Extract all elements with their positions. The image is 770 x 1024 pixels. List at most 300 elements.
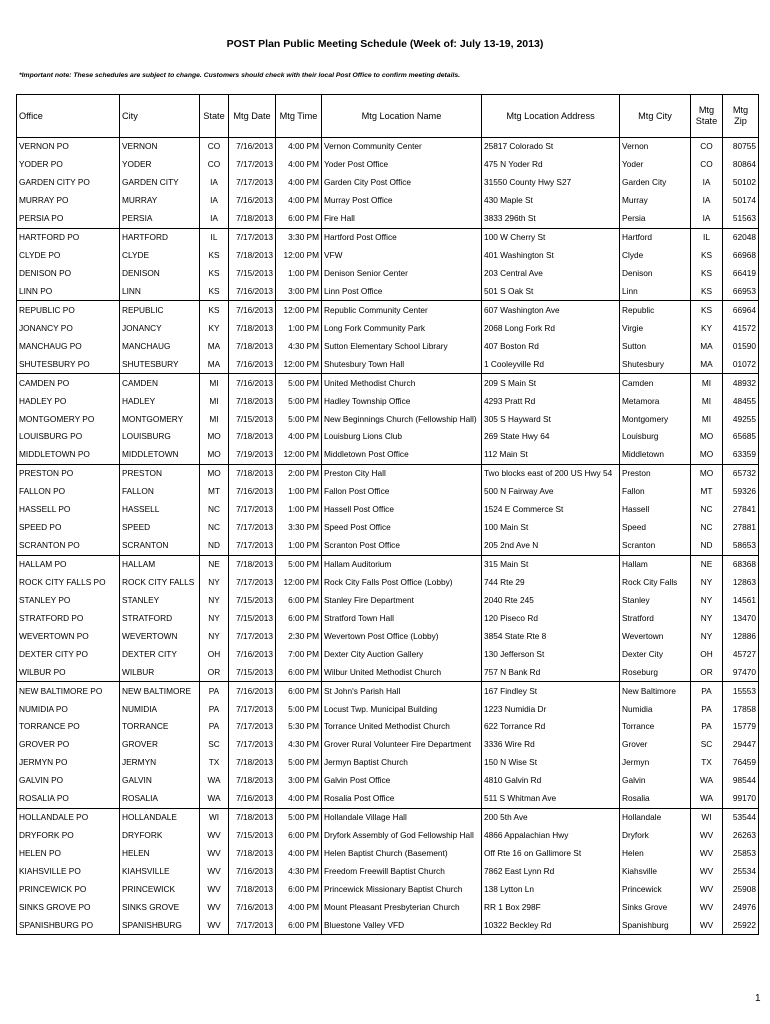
table-row xyxy=(17,446,759,464)
cell-office: SHUTESBURY PO xyxy=(17,355,120,373)
cell-mtg-state: MI xyxy=(691,392,723,410)
cell-date: 7/18/2013 xyxy=(229,808,276,826)
cell-location-name: Grover Rural Volunteer Fire Department xyxy=(322,736,482,754)
header-mtg-zip xyxy=(723,95,759,138)
cell-location-address: 4810 Galvin Rd xyxy=(482,772,620,790)
table-row xyxy=(17,228,759,246)
cell-mtg-state: WV xyxy=(691,898,723,916)
cell-mtg-city: Sinks Grove xyxy=(620,898,691,916)
cell-location-name: Shutesbury Town Hall xyxy=(322,355,482,373)
cell-time: 1:00 PM xyxy=(276,537,322,555)
cell-location-name: Garden City Post Office xyxy=(322,174,482,192)
cell-state: CO xyxy=(200,138,229,156)
cell-mtg-state: CO xyxy=(691,156,723,174)
cell-mtg-state: NY xyxy=(691,591,723,609)
table-row xyxy=(17,464,759,482)
table-row xyxy=(17,808,759,826)
table-row xyxy=(17,627,759,645)
cell-city: WILBUR xyxy=(120,663,200,681)
cell-city: GROVER xyxy=(120,736,200,754)
cell-location-name: Hallam Auditorium xyxy=(322,555,482,573)
cell-office: MURRAY PO xyxy=(17,192,120,210)
cell-city: FALLON xyxy=(120,483,200,501)
cell-location-name: Preston City Hall xyxy=(322,464,482,482)
cell-mtg-zip: 80755 xyxy=(723,138,759,156)
cell-mtg-city: Camden xyxy=(620,374,691,392)
cell-location-name: Yoder Post Office xyxy=(322,156,482,174)
cell-mtg-city: Vernon xyxy=(620,138,691,156)
cell-state: KY xyxy=(200,319,229,337)
cell-time: 4:00 PM xyxy=(276,845,322,863)
cell-state: IA xyxy=(200,174,229,192)
schedule-body xyxy=(17,138,759,935)
cell-location-address: 500 N Fairway Ave xyxy=(482,483,620,501)
cell-location-address: 167 Findley St xyxy=(482,682,620,700)
cell-mtg-city: Middletown xyxy=(620,446,691,464)
cell-mtg-state: KY xyxy=(691,319,723,337)
cell-time: 1:00 PM xyxy=(276,483,322,501)
cell-mtg-state: NY xyxy=(691,627,723,645)
cell-date: 7/17/2013 xyxy=(229,627,276,645)
cell-mtg-state: PA xyxy=(691,718,723,736)
cell-mtg-city: Denison xyxy=(620,265,691,283)
header-time: Mtg Time xyxy=(276,95,322,138)
table-row xyxy=(17,682,759,700)
table-row xyxy=(17,483,759,501)
cell-city: HADLEY xyxy=(120,392,200,410)
cell-location-address: 10322 Beckley Rd xyxy=(482,916,620,934)
table-row xyxy=(17,880,759,898)
cell-date: 7/17/2013 xyxy=(229,916,276,934)
cell-office: ROSALIA PO xyxy=(17,790,120,808)
cell-location-address: 7862 East Lynn Rd xyxy=(482,863,620,881)
cell-date: 7/15/2013 xyxy=(229,609,276,627)
cell-location-name: Rosalia Post Office xyxy=(322,790,482,808)
cell-location-name: Louisburg Lions Club xyxy=(322,428,482,446)
cell-location-address: 4293 Pratt Rd xyxy=(482,392,620,410)
cell-mtg-zip: 68368 xyxy=(723,555,759,573)
header-city: City xyxy=(120,95,200,138)
cell-mtg-zip: 48455 xyxy=(723,392,759,410)
cell-time: 4:30 PM xyxy=(276,337,322,355)
cell-city: GARDEN CITY xyxy=(120,174,200,192)
cell-date: 7/17/2013 xyxy=(229,736,276,754)
cell-location-address: 1 Cooleyville Rd xyxy=(482,355,620,373)
cell-date: 7/16/2013 xyxy=(229,898,276,916)
cell-mtg-city: Dexter City xyxy=(620,645,691,663)
cell-mtg-state: MT xyxy=(691,483,723,501)
cell-date: 7/17/2013 xyxy=(229,574,276,592)
table-row xyxy=(17,247,759,265)
table-row xyxy=(17,790,759,808)
cell-mtg-state: KS xyxy=(691,247,723,265)
table-row xyxy=(17,645,759,663)
cell-date: 7/15/2013 xyxy=(229,591,276,609)
header-state: State xyxy=(200,95,229,138)
cell-state: NY xyxy=(200,574,229,592)
header-location: Mtg Location Name xyxy=(322,95,482,138)
cell-office: HOLLANDALE PO xyxy=(17,808,120,826)
cell-state: KS xyxy=(200,247,229,265)
cell-location-address: 475 N Yoder Rd xyxy=(482,156,620,174)
cell-time: 4:00 PM xyxy=(276,174,322,192)
cell-mtg-state: NC xyxy=(691,519,723,537)
cell-city: ROCK CITY FALLS xyxy=(120,574,200,592)
header-mtg-state xyxy=(691,95,723,138)
cell-location-address: RR 1 Box 298F xyxy=(482,898,620,916)
cell-location-address: 31550 County Hwy S27 xyxy=(482,174,620,192)
cell-mtg-city: Roseburg xyxy=(620,663,691,681)
header-row xyxy=(17,95,759,138)
cell-mtg-state: IL xyxy=(691,228,723,246)
cell-date: 7/16/2013 xyxy=(229,283,276,301)
cell-office: HELEN PO xyxy=(17,845,120,863)
cell-location-address: 269 State Hwy 64 xyxy=(482,428,620,446)
cell-city: SPANISHBURG xyxy=(120,916,200,934)
table-row xyxy=(17,319,759,337)
cell-mtg-zip: 65685 xyxy=(723,428,759,446)
table-row xyxy=(17,609,759,627)
cell-date: 7/15/2013 xyxy=(229,827,276,845)
cell-date: 7/16/2013 xyxy=(229,790,276,808)
cell-mtg-zip: 49255 xyxy=(723,410,759,428)
cell-mtg-zip: 26263 xyxy=(723,827,759,845)
cell-mtg-state: MI xyxy=(691,374,723,392)
cell-location-name: Speed Post Office xyxy=(322,519,482,537)
cell-date: 7/16/2013 xyxy=(229,645,276,663)
cell-mtg-city: Clyde xyxy=(620,247,691,265)
cell-mtg-state: NY xyxy=(691,574,723,592)
cell-office: TORRANCE PO xyxy=(17,718,120,736)
cell-mtg-zip: 25853 xyxy=(723,845,759,863)
cell-mtg-city: Fallon xyxy=(620,483,691,501)
cell-location-name: Murray Post Office xyxy=(322,192,482,210)
cell-office: DEXTER CITY PO xyxy=(17,645,120,663)
cell-time: 5:00 PM xyxy=(276,410,322,428)
cell-state: OH xyxy=(200,645,229,663)
cell-mtg-zip: 58653 xyxy=(723,537,759,555)
table-row xyxy=(17,663,759,681)
cell-office: YODER PO xyxy=(17,156,120,174)
cell-office: FALLON PO xyxy=(17,483,120,501)
cell-location-name: Galvin Post Office xyxy=(322,772,482,790)
cell-location-address: 100 Main St xyxy=(482,519,620,537)
cell-city: MONTGOMERY xyxy=(120,410,200,428)
cell-city: MURRAY xyxy=(120,192,200,210)
cell-city: LOUISBURG xyxy=(120,428,200,446)
cell-time: 6:00 PM xyxy=(276,916,322,934)
cell-office: DENISON PO xyxy=(17,265,120,283)
cell-time: 12:00 PM xyxy=(276,446,322,464)
cell-location-address: 511 S Whitman Ave xyxy=(482,790,620,808)
cell-mtg-city: Persia xyxy=(620,210,691,228)
cell-office: PRESTON PO xyxy=(17,464,120,482)
cell-time: 5:30 PM xyxy=(276,718,322,736)
cell-mtg-state: WA xyxy=(691,790,723,808)
cell-mtg-city: Sutton xyxy=(620,337,691,355)
cell-state: MO xyxy=(200,446,229,464)
cell-mtg-zip: 41572 xyxy=(723,319,759,337)
table-row xyxy=(17,301,759,319)
cell-mtg-city: Spanishburg xyxy=(620,916,691,934)
cell-state: CO xyxy=(200,156,229,174)
cell-state: KS xyxy=(200,301,229,319)
cell-location-name: St John's Parish Hall xyxy=(322,682,482,700)
cell-location-address: 100 W Cherry St xyxy=(482,228,620,246)
table-row xyxy=(17,754,759,772)
cell-location-name: Sutton Elementary School Library xyxy=(322,337,482,355)
cell-time: 2:30 PM xyxy=(276,627,322,645)
cell-date: 7/16/2013 xyxy=(229,355,276,373)
cell-location-address: Off Rte 16 on Gallimore St xyxy=(482,845,620,863)
cell-mtg-city: Hallam xyxy=(620,555,691,573)
cell-mtg-zip: 97470 xyxy=(723,663,759,681)
cell-mtg-zip: 12886 xyxy=(723,627,759,645)
cell-location-address: Two blocks east of 200 US Hwy 54 xyxy=(482,464,620,482)
cell-date: 7/16/2013 xyxy=(229,138,276,156)
cell-location-name: Vernon Community Center xyxy=(322,138,482,156)
cell-mtg-zip: 27881 xyxy=(723,519,759,537)
cell-mtg-state: KS xyxy=(691,301,723,319)
cell-location-name: Fallon Post Office xyxy=(322,483,482,501)
cell-time: 4:00 PM xyxy=(276,790,322,808)
table-row xyxy=(17,138,759,156)
table-row xyxy=(17,537,759,555)
cell-location-name: Republic Community Center xyxy=(322,301,482,319)
cell-location-address: 3854 State Rte 8 xyxy=(482,627,620,645)
cell-mtg-zip: 59326 xyxy=(723,483,759,501)
table-row xyxy=(17,374,759,392)
cell-mtg-state: WV xyxy=(691,916,723,934)
table-row xyxy=(17,863,759,881)
cell-state: WV xyxy=(200,827,229,845)
cell-mtg-city: Dryfork xyxy=(620,827,691,845)
cell-office: MONTGOMERY PO xyxy=(17,410,120,428)
header-office: Office xyxy=(17,95,120,138)
table-row xyxy=(17,428,759,446)
cell-time: 4:00 PM xyxy=(276,138,322,156)
table-row xyxy=(17,410,759,428)
cell-location-address: 757 N Bank Rd xyxy=(482,663,620,681)
cell-location-address: 203 Central Ave xyxy=(482,265,620,283)
cell-date: 7/16/2013 xyxy=(229,863,276,881)
cell-date: 7/15/2013 xyxy=(229,663,276,681)
cell-location-name: New Beginnings Church (Fellowship Hall) xyxy=(322,410,482,428)
cell-mtg-city: Hassell xyxy=(620,501,691,519)
cell-mtg-city: Linn xyxy=(620,283,691,301)
cell-mtg-zip: 12863 xyxy=(723,574,759,592)
cell-location-address: 2068 Long Fork Rd xyxy=(482,319,620,337)
cell-location-name: Torrance United Methodist Church xyxy=(322,718,482,736)
cell-mtg-zip: 66953 xyxy=(723,283,759,301)
table-row xyxy=(17,718,759,736)
cell-location-name: Middletown Post Office xyxy=(322,446,482,464)
cell-mtg-zip: 80864 xyxy=(723,156,759,174)
cell-time: 5:00 PM xyxy=(276,555,322,573)
cell-office: MIDDLETOWN PO xyxy=(17,446,120,464)
cell-mtg-state: TX xyxy=(691,754,723,772)
cell-location-name: Denison Senior Center xyxy=(322,265,482,283)
cell-state: NC xyxy=(200,519,229,537)
cell-office: LINN PO xyxy=(17,283,120,301)
cell-state: WI xyxy=(200,808,229,826)
cell-mtg-zip: 62048 xyxy=(723,228,759,246)
cell-office: MANCHAUG PO xyxy=(17,337,120,355)
cell-state: IA xyxy=(200,192,229,210)
cell-state: NE xyxy=(200,555,229,573)
cell-city: PRINCEWICK xyxy=(120,880,200,898)
cell-location-address: 209 S Main St xyxy=(482,374,620,392)
cell-mtg-state: NC xyxy=(691,501,723,519)
cell-state: MA xyxy=(200,355,229,373)
cell-mtg-zip: 29447 xyxy=(723,736,759,754)
cell-state: PA xyxy=(200,700,229,718)
cell-city: HELEN xyxy=(120,845,200,863)
cell-mtg-zip: 01590 xyxy=(723,337,759,355)
table-row xyxy=(17,355,759,373)
table-row xyxy=(17,591,759,609)
cell-mtg-state: OH xyxy=(691,645,723,663)
cell-mtg-zip: 24976 xyxy=(723,898,759,916)
cell-city: CLYDE xyxy=(120,247,200,265)
cell-location-address: 200 5th Ave xyxy=(482,808,620,826)
cell-time: 12:00 PM xyxy=(276,355,322,373)
header-mtg-state-line2: State xyxy=(695,116,718,126)
cell-mtg-city: Grover xyxy=(620,736,691,754)
cell-mtg-zip: 50174 xyxy=(723,192,759,210)
cell-time: 5:00 PM xyxy=(276,700,322,718)
cell-mtg-zip: 53544 xyxy=(723,808,759,826)
cell-mtg-state: WI xyxy=(691,808,723,826)
cell-city: SCRANTON xyxy=(120,537,200,555)
cell-date: 7/17/2013 xyxy=(229,501,276,519)
cell-mtg-zip: 48932 xyxy=(723,374,759,392)
cell-mtg-city: New Baltimore xyxy=(620,682,691,700)
important-note: *Important note: These schedules are subject to change. Customers should check with their local Post Office to confirm meeting details. xyxy=(19,72,461,79)
table-row xyxy=(17,392,759,410)
cell-office: NUMIDIA PO xyxy=(17,700,120,718)
table-row xyxy=(17,337,759,355)
cell-time: 6:00 PM xyxy=(276,827,322,845)
cell-mtg-city: Stanley xyxy=(620,591,691,609)
cell-location-name: Hadley Township Office xyxy=(322,392,482,410)
table-row xyxy=(17,174,759,192)
cell-mtg-zip: 45727 xyxy=(723,645,759,663)
cell-location-name: Freedom Freewill Baptist Church xyxy=(322,863,482,881)
cell-mtg-city: Stratford xyxy=(620,609,691,627)
cell-mtg-state: KS xyxy=(691,283,723,301)
cell-office: HASSELL PO xyxy=(17,501,120,519)
cell-office: VERNON PO xyxy=(17,138,120,156)
cell-office: SCRANTON PO xyxy=(17,537,120,555)
cell-time: 4:00 PM xyxy=(276,156,322,174)
header-date: Mtg Date xyxy=(229,95,276,138)
cell-office: GROVER PO xyxy=(17,736,120,754)
cell-mtg-city: Rosalia xyxy=(620,790,691,808)
cell-state: NY xyxy=(200,609,229,627)
cell-location-address: 25817 Colorado St xyxy=(482,138,620,156)
cell-time: 3:30 PM xyxy=(276,228,322,246)
cell-city: CAMDEN xyxy=(120,374,200,392)
cell-office: HARTFORD PO xyxy=(17,228,120,246)
cell-location-address: 3336 Wire Rd xyxy=(482,736,620,754)
cell-state: MI xyxy=(200,392,229,410)
cell-mtg-city: Virgie xyxy=(620,319,691,337)
cell-office: SPEED PO xyxy=(17,519,120,537)
cell-date: 7/18/2013 xyxy=(229,772,276,790)
cell-office: HALLAM PO xyxy=(17,555,120,573)
cell-date: 7/17/2013 xyxy=(229,156,276,174)
cell-mtg-zip: 25908 xyxy=(723,880,759,898)
table-row xyxy=(17,265,759,283)
table-row xyxy=(17,772,759,790)
table-row xyxy=(17,156,759,174)
cell-city: ROSALIA xyxy=(120,790,200,808)
cell-mtg-zip: 66964 xyxy=(723,301,759,319)
cell-date: 7/18/2013 xyxy=(229,392,276,410)
cell-mtg-city: Helen xyxy=(620,845,691,863)
cell-city: WEVERTOWN xyxy=(120,627,200,645)
cell-state: SC xyxy=(200,736,229,754)
cell-city: KIAHSVILLE xyxy=(120,863,200,881)
cell-state: NY xyxy=(200,627,229,645)
cell-mtg-state: KS xyxy=(691,265,723,283)
cell-location-name: Wilbur United Methodist Church xyxy=(322,663,482,681)
cell-location-address: 305 S Hayward St xyxy=(482,410,620,428)
cell-office: LOUISBURG PO xyxy=(17,428,120,446)
cell-office: DRYFORK PO xyxy=(17,827,120,845)
cell-state: TX xyxy=(200,754,229,772)
cell-office: NEW BALTIMORE PO xyxy=(17,682,120,700)
cell-time: 6:00 PM xyxy=(276,591,322,609)
cell-city: HALLAM xyxy=(120,555,200,573)
cell-mtg-state: WV xyxy=(691,827,723,845)
header-mtg-zip-line2: Zip xyxy=(734,116,747,126)
cell-office: KIAHSVILLE PO xyxy=(17,863,120,881)
cell-time: 5:00 PM xyxy=(276,392,322,410)
cell-location-name: Locust Twp. Municipal Building xyxy=(322,700,482,718)
cell-office: CAMDEN PO xyxy=(17,374,120,392)
cell-office: REPUBLIC PO xyxy=(17,301,120,319)
cell-date: 7/17/2013 xyxy=(229,519,276,537)
cell-location-name: Wevertown Post Office (Lobby) xyxy=(322,627,482,645)
cell-date: 7/16/2013 xyxy=(229,682,276,700)
cell-date: 7/18/2013 xyxy=(229,210,276,228)
cell-time: 1:00 PM xyxy=(276,319,322,337)
cell-mtg-state: IA xyxy=(691,210,723,228)
cell-location-address: 1524 E Commerce St xyxy=(482,501,620,519)
cell-state: MA xyxy=(200,337,229,355)
cell-time: 5:00 PM xyxy=(276,754,322,772)
cell-date: 7/17/2013 xyxy=(229,700,276,718)
cell-mtg-zip: 17858 xyxy=(723,700,759,718)
cell-state: MO xyxy=(200,464,229,482)
cell-state: WA xyxy=(200,790,229,808)
cell-mtg-state: WV xyxy=(691,880,723,898)
cell-location-address: 2040 Rte 245 xyxy=(482,591,620,609)
cell-mtg-city: Louisburg xyxy=(620,428,691,446)
cell-time: 6:00 PM xyxy=(276,682,322,700)
cell-mtg-state: PA xyxy=(691,700,723,718)
cell-mtg-zip: 50102 xyxy=(723,174,759,192)
table-row xyxy=(17,283,759,301)
cell-office: GARDEN CITY PO xyxy=(17,174,120,192)
cell-time: 6:00 PM xyxy=(276,880,322,898)
cell-mtg-zip: 27841 xyxy=(723,501,759,519)
table-row xyxy=(17,700,759,718)
cell-city: MIDDLETOWN xyxy=(120,446,200,464)
cell-location-name: Scranton Post Office xyxy=(322,537,482,555)
